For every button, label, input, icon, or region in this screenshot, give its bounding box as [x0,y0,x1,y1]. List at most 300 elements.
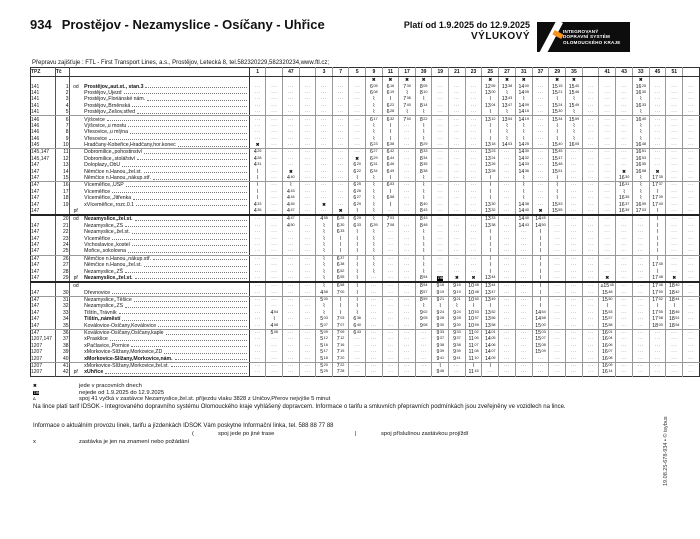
other-route-icon: ⌇ [422,262,425,269]
no-service-dots: ··· [404,195,411,201]
time-cell [266,329,283,336]
no-service-dots: ··· [337,201,344,207]
workdays-icon: ✖ [555,77,560,83]
time-cell [266,282,283,289]
no-service-dots: ··· [387,274,394,280]
no-service-dots: ··· [587,355,594,361]
no-service-dots: ··· [404,162,411,168]
time-cell [349,329,366,336]
no-service-dots: ··· [453,201,460,207]
station-row [31,290,700,297]
time-cell [616,182,633,189]
time-cell [415,362,432,369]
no-service-dots: ··· [504,216,511,222]
no-service-dots: ··· [554,255,561,261]
no-service-dots: ··· [437,162,444,168]
no-service-dots: ··· [688,109,695,115]
no-service-dots: ··· [604,248,611,254]
no-service-dots: ··· [570,175,577,181]
no-service-dots: ··· [271,83,278,89]
time-cell [366,369,383,376]
no-service-dots: ··· [337,195,344,201]
no-service-dots: ··· [470,255,477,261]
no-service-dots: ··· [671,188,678,194]
no-service-dots: ··· [304,109,311,115]
workdays-icon: ✖ [505,77,509,83]
other-route-icon: ⌇ [372,255,376,262]
no-service-dots: ··· [688,135,695,141]
no-service-dots: ··· [570,289,577,295]
no-service-dots: ··· [587,89,594,95]
time-cell [582,290,599,297]
no-service-dots: ··· [321,89,327,95]
time-value: $15^{51}$ [551,168,563,175]
time-cell [349,182,366,189]
time-cell [399,116,416,123]
time-value: $6^{38}$ [386,142,395,149]
time-cell [532,329,549,336]
no-service-dots: ··· [404,289,411,295]
no-service-dots: ··· [404,142,411,148]
no-service-dots: ··· [337,89,344,95]
no-service-dots: ··· [404,349,411,355]
no-service-dots: ··· [404,229,411,235]
trip-number: 11 [382,68,399,77]
time-cell [399,208,416,215]
station-name: Tištín,,Trávník [82,310,249,316]
time-cell [683,182,700,189]
no-service-dots: ··· [437,129,444,135]
no-service-dots: ··· [587,129,594,135]
tpz-cell: 141 [31,103,56,109]
no-service-dots: ··· [404,241,411,247]
time-cell [349,215,366,222]
time-cell [582,282,599,289]
time-cell [366,355,383,362]
time-value: $9^{41}$ [436,355,445,362]
time-value: $10^{50}$ [468,297,479,304]
tc-cell: 34 [55,316,69,322]
workdays-icon: ✖ [421,77,426,83]
other-route-icon: ⌇ [355,255,359,262]
station-name: Vřesovice,,u mlýna [82,129,249,135]
no-service-dots: ··· [671,102,678,108]
other-route-icon: ⌇ [256,195,259,202]
no-service-dots: ··· [570,188,577,194]
time-cell [432,208,449,215]
other-route-icon: ⌇ [372,235,376,242]
no-service-dots: ··· [621,255,628,261]
no-service-dots: ··· [587,309,594,315]
other-route-icon: ⌇ [289,182,293,189]
time-cell [332,208,349,215]
other-route-icon: ⌇ [422,255,425,262]
time-value: $13^{52}$ [485,309,496,316]
no-service-dots: ··· [688,142,695,148]
time-value: $5^{07}$ [320,322,328,329]
workdays-icon: ✖ [488,77,493,83]
time-cell [515,208,532,215]
arr-dep-label: př [69,208,82,215]
time-cell [366,208,383,215]
no-service-dots: ··· [304,162,311,168]
no-service-dots: ··· [604,216,611,222]
workdays-icon: ✖ [322,201,326,207]
no-service-dots: ··· [470,268,477,274]
no-service-dots: ··· [654,129,661,135]
time-cell [432,182,449,189]
other-route-icon: ⌇ [539,241,542,248]
no-service-dots: ··· [537,149,544,155]
time-cell [283,182,300,189]
no-service-dots: ··· [370,322,377,328]
other-route-icon: ⌇ [372,241,376,248]
no-service-dots: ··· [621,229,628,235]
time-cell [549,215,566,222]
no-service-dots: ··· [587,222,594,228]
time-cell [649,255,666,262]
no-service-dots: ··· [688,216,695,222]
no-service-dots: ··· [654,336,661,342]
footnote-symbol: ✖ [33,383,37,388]
tc-header: Tč [55,68,69,77]
other-route-icon: ⌇ [355,283,359,290]
station-name: xPrasklice [82,336,249,342]
no-service-dots: ··· [537,109,544,115]
time-cell [599,290,616,297]
time-value: $6^{17}$ [370,116,378,123]
no-service-dots: ··· [337,155,344,161]
time-value: $13^{58}$ [485,322,496,329]
no-service-dots: ··· [621,109,628,115]
no-service-dots: ··· [671,241,678,247]
tpz-cell: 147 [31,208,56,215]
time-value: $6^{31}$ [370,162,378,169]
time-cell [549,322,566,329]
time-cell [532,369,549,376]
other-route-icon: ⌇ [672,303,676,310]
no-service-dots: ··· [621,268,628,274]
station-row [31,116,700,123]
time-cell [666,255,683,262]
no-service-dots: ··· [304,297,311,303]
time-cell [549,208,566,215]
station-name: xMorkovice-Slížany,Morkovice,nám. [82,356,249,362]
other-route-icon: ⌇ [488,262,492,269]
time-cell [332,355,349,362]
tc-cell: 42 [55,369,69,376]
other-route-icon: ⌇ [572,129,576,136]
time-cell [299,208,316,215]
station-row [31,215,700,222]
no-service-dots: ··· [587,83,594,89]
no-service-dots: ··· [637,216,644,222]
time-cell [532,116,549,123]
no-service-dots: ··· [688,274,695,280]
station-row [31,149,700,156]
no-service-dots: ··· [520,283,527,289]
time-cell [632,290,649,297]
no-service-dots: ··· [554,303,561,309]
station-name: Víceměřice [82,189,249,195]
no-service-dots: ··· [520,268,527,274]
no-service-dots: ··· [671,182,678,188]
no-service-dots: ··· [504,355,511,361]
no-service-dots: ··· [370,362,377,368]
time-value: $18^{40}$ [669,283,680,290]
time-value: $14^{09}$ [518,102,530,109]
time-cell [582,248,599,255]
time-value: $11^{07}$ [468,342,479,349]
time-cell [249,355,266,362]
time-cell [499,149,516,156]
time-value: $7^{03}$ [336,316,345,323]
no-service-dots: ··· [637,255,644,261]
tpz-cell: 147 [31,162,56,168]
no-service-dots: ··· [537,369,544,375]
no-service-dots: ··· [453,255,460,261]
no-service-dots: ··· [554,330,561,336]
time-cell [683,369,700,376]
no-service-dots: ··· [354,102,361,108]
no-service-dots: ··· [570,362,577,368]
other-route-icon: ⌇ [355,248,359,255]
time-cell [566,290,583,297]
station-row [31,208,700,215]
no-service-dots: ··· [604,116,611,122]
time-value: $9^{28}$ [436,316,445,323]
time-value: $15^{57}$ [602,316,613,323]
no-service-dots: ··· [570,248,577,254]
workdays-icon: ✖ [371,77,376,83]
other-route-icon: ⌇ [322,222,326,229]
time-value: $14^{33}$ [518,162,530,169]
other-route-icon: ⌇ [372,96,376,103]
station-name: Prostějov,,Újezd [82,90,249,96]
time-cell [465,182,482,189]
no-service-dots: ··· [404,248,411,254]
other-route-icon: ⌇ [522,96,526,103]
no-service-dots: ··· [453,362,460,368]
station-name: Nezamyslice,,ZŠ [82,223,249,229]
no-service-dots: ··· [453,162,460,168]
no-service-dots: ··· [504,175,511,181]
print-reference-vertical: 19.08.25-678-934 ▪ © isybus [663,416,669,486]
time-value: $14^{36}$ [518,168,530,175]
no-service-dots: ··· [437,248,444,254]
workdays-icon: ✖ [538,208,543,213]
no-service-dots: ··· [271,283,278,289]
time-cell [449,362,466,369]
no-service-dots: ··· [654,149,661,155]
time-cell [316,369,333,376]
no-service-dots: ··· [637,289,644,295]
time-cell [616,362,633,369]
no-service-dots: ··· [271,342,278,348]
time-cell [299,215,316,222]
no-service-dots: ··· [504,262,511,268]
time-cell [449,248,466,255]
no-service-dots: ··· [504,316,511,322]
time-cell [249,142,266,149]
time-value: $17^{40}$ [652,201,663,208]
time-cell [599,296,616,303]
no-service-dots: ··· [271,142,278,148]
no-service-dots: ··· [437,268,444,274]
time-cell [649,290,666,297]
no-service-dots: ··· [688,322,695,328]
trip-number: 7 [332,68,349,77]
no-service-dots: ··· [654,162,661,168]
no-service-dots: ··· [520,241,527,247]
time-cell [283,142,300,149]
no-service-dots: ··· [504,330,511,336]
trip-number: 41 [599,68,616,77]
other-route-icon: ⌇ [422,229,425,236]
time-value: $17^{52}$ [652,297,663,304]
time-value: $11^{10}$ [468,355,479,362]
no-service-dots: ··· [304,316,311,322]
tc-cell: 32 [55,303,69,309]
no-service-dots: ··· [404,274,411,280]
time-cell [266,322,283,329]
other-route-icon: ⌇ [322,262,326,269]
no-service-dots: ··· [470,248,477,254]
no-service-dots: ··· [688,235,695,241]
time-cell [482,182,499,189]
no-service-dots: ··· [504,208,511,213]
no-service-dots: ··· [470,241,477,247]
time-value: $8^{29}$ [419,142,428,149]
no-service-dots: ··· [470,222,477,228]
tc-cell: 12 [55,156,69,162]
time-cell [465,208,482,215]
no-service-dots: ··· [470,208,477,213]
trip-number: 5 [349,68,366,77]
other-route-icon: ⌇ [639,135,643,142]
time-cell [532,275,549,282]
no-service-dots: ··· [671,342,678,348]
no-service-dots: ··· [587,162,594,168]
time-value: $9^{19}$ [453,289,461,296]
no-service-dots: ··· [688,89,695,95]
no-service-dots: ··· [370,297,377,303]
other-route-icon: ⌇ [455,303,459,310]
time-cell [632,116,649,123]
no-service-dots: ··· [470,168,477,174]
tpz-cell: 147 [31,168,56,174]
time-value: $9^{28}$ [453,316,461,323]
no-service-dots: ··· [271,303,278,309]
no-service-dots: ··· [604,149,611,155]
tpz-cell: 147 [31,189,56,195]
other-route-icon: ⌇ [656,255,659,262]
station-row [31,329,700,336]
time-value: $4^{28}$ [253,155,262,162]
time-value: $15^{49}$ [568,102,580,109]
no-service-dots: ··· [688,96,695,102]
no-service-dots: ··· [404,303,411,309]
tpz-cell: 1207 [31,355,56,362]
other-route-icon: ⌇ [372,262,376,269]
other-route-icon: ⌇ [505,122,509,129]
workdays-icon: ✖ [672,274,677,280]
time-cell [332,282,349,289]
no-service-dots: ··· [304,149,311,155]
time-cell [532,175,549,182]
no-service-dots: ··· [504,229,511,235]
no-service-dots: ··· [520,303,527,309]
time-value: $12^{55}$ [485,83,496,90]
time-cell [399,175,416,182]
time-cell [666,182,683,189]
no-service-dots: ··· [671,255,678,261]
station-name: Prostějov,,Žešov,střed [82,109,249,115]
other-route-icon: ⌇ [555,122,559,129]
no-service-dots: ··· [621,283,628,289]
other-route-icon: ⌇ [488,122,492,129]
no-service-dots: ··· [554,342,561,348]
time-cell [249,296,266,303]
no-service-dots: ··· [287,83,294,89]
no-service-dots: ··· [321,182,327,188]
no-service-dots: ··· [254,362,261,368]
time-cell [649,182,666,189]
time-cell [549,142,566,149]
time-cell [616,208,633,215]
time-cell [532,109,549,116]
time-value: $7^{36}$ [403,96,411,103]
time-cell [316,362,333,369]
time-cell [399,149,416,156]
no-service-dots: ··· [621,149,628,155]
no-service-dots: ··· [387,289,394,295]
trip-number: 9 [366,68,383,77]
tc-cell: 3 [55,96,69,102]
no-service-dots: ··· [304,336,311,342]
other-route-icon: ⌇ [355,262,359,269]
time-cell [515,329,532,336]
no-service-dots: ··· [354,129,361,135]
no-service-dots: ··· [688,168,695,174]
tc-cell: 4 [55,103,69,109]
other-route-icon: ⌇ [422,195,425,202]
no-service-dots: ··· [671,362,678,368]
time-value: $15^{48}$ [602,289,613,296]
time-value: $17^{35}$ [652,175,663,182]
time-cell [349,296,366,303]
time-value: $9^{16}$ [436,283,445,290]
time-value: $16^{55}$ [635,162,647,169]
time-value: $7^{16}$ [336,342,345,349]
time-cell [499,116,516,123]
no-service-dots: ··· [554,355,561,361]
no-service-dots: ··· [404,362,411,368]
no-service-dots: ··· [604,168,611,174]
no-service-dots: ··· [637,248,644,254]
other-route-icon: ⌇ [472,362,475,369]
no-service-dots: ··· [304,342,311,348]
no-service-dots: ··· [621,102,628,108]
no-service-dots: ··· [453,208,460,213]
time-cell [566,208,583,215]
no-service-dots: ··· [271,289,278,295]
other-route-icon: ⌇ [639,182,643,189]
time-value: $8^{57}$ [419,289,428,296]
no-service-dots: ··· [570,222,577,228]
tpz-cell: 147 [31,290,56,297]
time-cell [599,329,616,336]
